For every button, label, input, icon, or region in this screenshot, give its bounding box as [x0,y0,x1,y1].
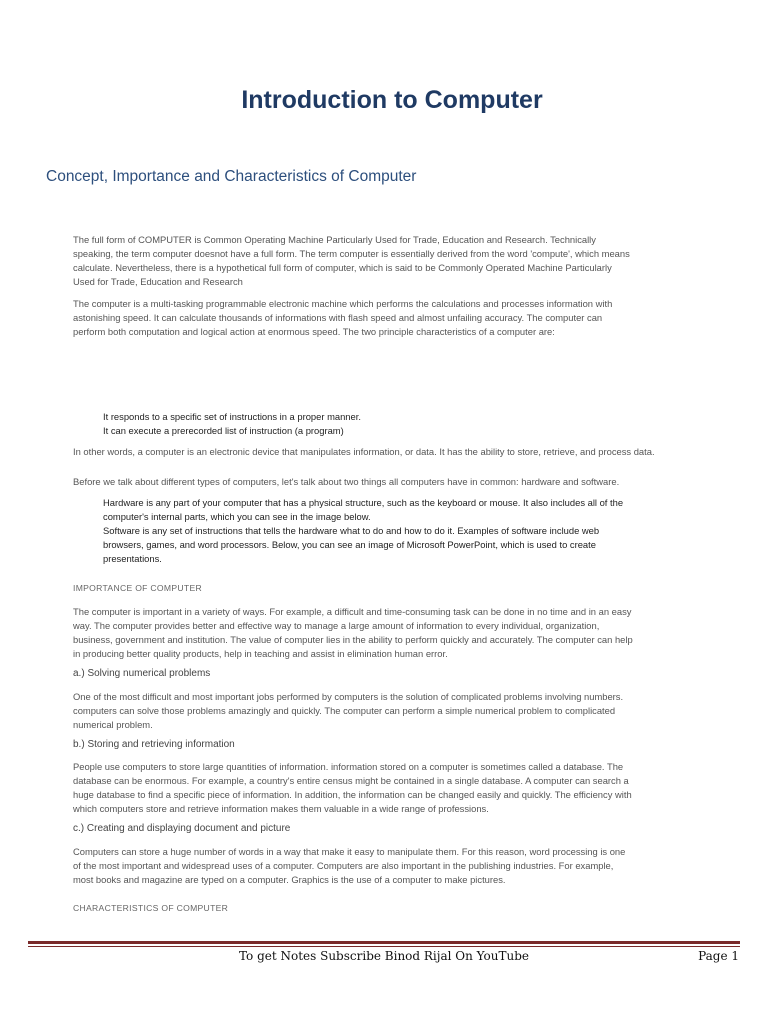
hardware-line: computer's internal parts, which you can see in the image below. [103,511,371,522]
paragraph-line: database can be enormous. For example, a country's entire census might be contained in a single database. A computer can search a [73,775,629,786]
paragraph-line: numerical problem. [73,719,153,730]
paragraph-line: way. The computer provides better and effective way to manage a large amount of information to every individual, organization, [73,620,600,631]
paragraph-line: Used for Trade, Education and Research [73,276,243,287]
paragraph-line: computers can solve those problems amazingly and quickly. The computer can perform a simple numerical problem to complicated [73,705,616,716]
importance-heading: IMPORTANCE OF COMPUTER [73,583,202,593]
paragraph-line: People use computers to store large quantities of information. information stored on a computer is sometimes called a database. The [73,761,624,772]
section-c-paragraph [73,845,723,887]
section-a-heading: a.) Solving numerical problems [73,668,211,679]
software-line: presentations. [103,553,162,564]
section-a-paragraph [73,690,723,732]
footer-rule-thin [28,946,740,947]
intro-paragraph-1 [73,233,723,289]
paragraph-line: One of the most difficult and most important jobs performed by computers is the solution of complicated problems involving numbers. [73,691,624,702]
paragraph-line: perform both computation and logical action at enormous speed. The two principle characteristics of a computer are: [73,326,555,337]
characteristics-heading: CHARACTERISTICS OF COMPUTER [73,903,229,913]
paragraph-line: The computer is important in a variety of ways. For example, a difficult and time-consuming task can be done in no time and in an easy [73,606,632,617]
section-b-paragraph [73,760,723,816]
page-number: Page 1 [698,949,739,963]
hardware-line: Hardware is any part of your computer that has a physical structure, such as the keyboard or mouse. It also includes all of the [103,497,624,508]
footer-note: To get Notes Subscribe Binod Rijal On YouTube [238,949,530,963]
paragraph-line: which computers store and retrieve information makes them valuable in a wide range of professions. [73,803,489,814]
section-b-heading: b.) Storing and retrieving information [73,739,235,750]
before-talk-paragraph: Before we talk about different types of computers, let's talk about two things all computers have in common: hardware and software. [73,476,620,487]
section-c-heading: c.) Creating and displaying document and picture [73,823,291,834]
list-item: It can execute a prerecorded list of instruction (a program) [103,425,344,436]
page-title: Introduction to Computer [241,86,543,114]
paragraph-line: Computers can store a huge number of words in a way that make it easy to manipulate them. For this reason, word processing is one [73,846,626,857]
paragraph-line: in producing better quality products, help in teaching and assist in elimination human error. [73,648,448,659]
paragraph-line: calculate. Nevertheless, there is a hypothetical full form of computer, which is said to be Commonly Operated Machine Particularly [73,262,612,273]
hardware-software-list [103,496,723,566]
paragraph-line: speaking, the term computer doesnot have a full form. The term computer is essentially derived from the word 'compute', which means [73,248,630,259]
paragraph-line: The computer is a multi-tasking programmable electronic machine which performs the calculations and processes information with [73,298,613,309]
paragraph-line: The full form of COMPUTER is Common Operating Machine Particularly Used for Trade, Education and Research. Technically [73,234,596,245]
section-subtitle: Concept, Importance and Characteristics of Computer [46,168,417,185]
list-item: It responds to a specific set of instructions in a proper manner. [103,411,361,422]
footer-rule [28,941,740,944]
paragraph-line: astonishing speed. It can calculate thousands of informations with flash speed and almost unfailing accuracy. The computer can [73,312,603,323]
intro-paragraph-2 [73,297,723,339]
importance-paragraph [73,605,723,661]
paragraph-line: business, government and institution. The value of computer lies in the ability to perform quickly and accurately. The computer can help [73,634,633,645]
software-line: Software is any set of instructions that tells the hardware what to do and how to do it. Examples of software include web [103,525,600,536]
software-line: browsers, games, and word processors. Below, you can see an image of Microsoft PowerPoint, which is used to create [103,539,596,550]
other-words-paragraph: In other words, a computer is an electronic device that manipulates information, or data. It has the ability to store, retrieve, and process data. [73,446,655,457]
paragraph-line: huge database to find a specific piece of information. In addition, the information can be changed easily and quickly. The efficiency with [73,789,632,800]
paragraph-line: most books and magazine are typed on a computer. Graphics is the use of a computer to make pictures. [73,874,506,885]
characteristics-list [103,410,723,438]
paragraph-line: of the most important and widespread uses of a computer. Computers are also important in the publishing industries. For example, [73,860,614,871]
